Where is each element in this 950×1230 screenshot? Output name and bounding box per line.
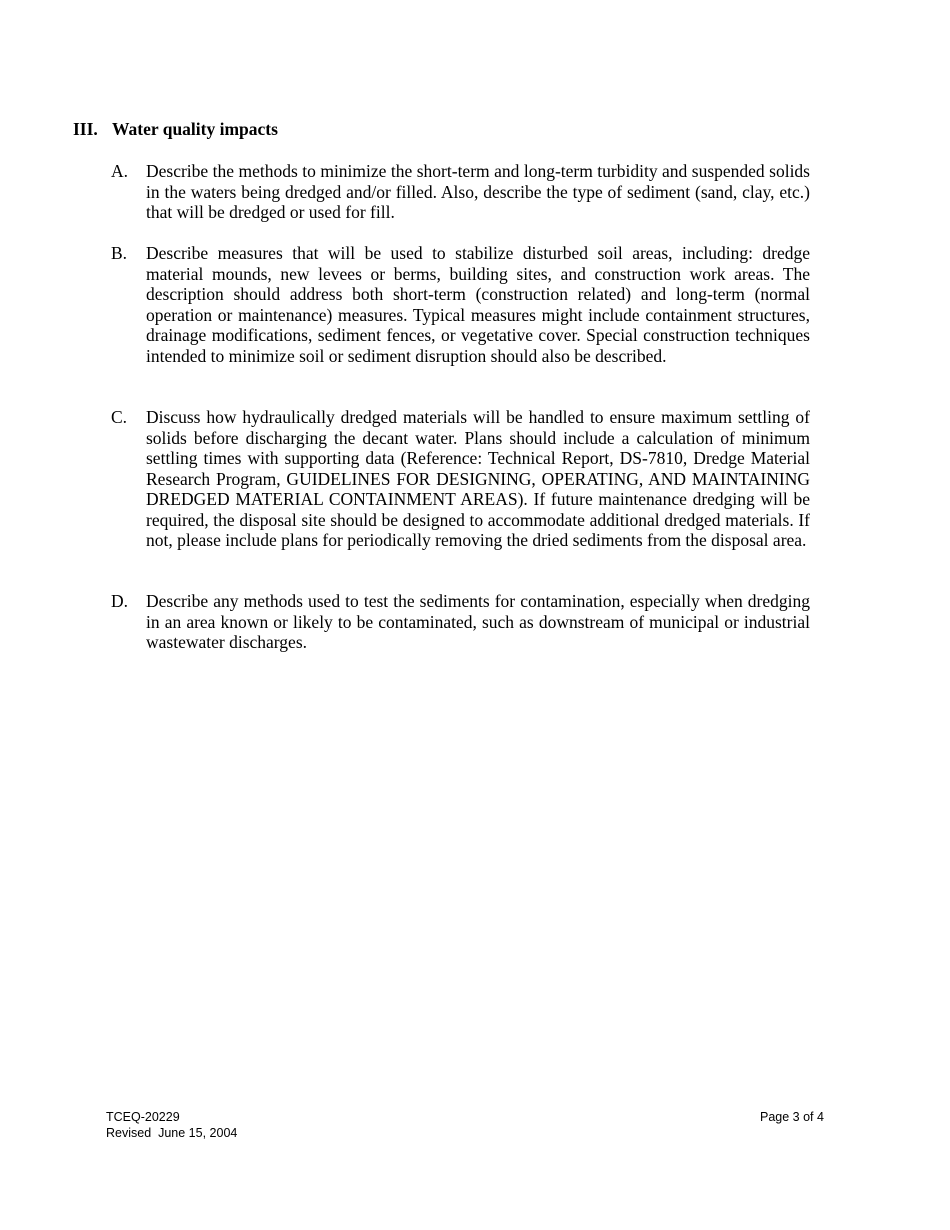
footer-form-info <box>106 1109 237 1141</box>
item-text: Discuss how hydraulically dredged materials will be handled to ensure maximum settling of solids before discharging the decant water. Plans should include a calculation of minimum settling times with supporting data (Reference: Technical Report, DS-7810, Dredge Material Research Program, GUIDELINES FOR DESIGNING, OPERATING, AND MAINTAINING DREDGED MATERIAL CONTAINMENT AREAS). If future maintenance dredging will be required, the disposal site should be designed to accommodate additional dredged materials. If not, please include plans for periodically removing the dried sediments from the disposal area. <box>146 407 810 550</box>
item-text: Describe measures that will be used to stabilize disturbed soil areas, including: dredge material mounds, new levees or berms, building sites, and construction work areas. The description should address both short-term (construction related) and long-term (normal operation or maintenance) measures. Typical measures might include containment structures, drainage modifications, sediment fences, or vegetative cover. Special construction techniques intended to minimize soil or sediment disruption should also be described. <box>146 243 810 366</box>
list-item-d <box>111 591 810 653</box>
item-letter: C. <box>111 407 128 427</box>
section-heading <box>73 119 278 140</box>
section-title: Water quality impacts <box>112 119 278 139</box>
item-letter: D. <box>111 591 129 611</box>
item-letter: B. <box>111 243 128 263</box>
list-item-c <box>111 407 810 551</box>
form-number: TCEQ-20229 <box>106 1110 180 1124</box>
list-item-a <box>111 161 810 223</box>
revised-date: Revised June 15, 2004 <box>106 1126 238 1140</box>
item-text: Describe any methods used to test the sediments for contamination, especially when dredging in an area known or likely to be contaminated, such as downstream of municipal or industrial wastewater discharges. <box>146 591 810 652</box>
page-number: Page 3 of 4 <box>760 1110 824 1124</box>
section-number: III. <box>73 119 98 139</box>
item-text: Describe the methods to minimize the short-term and long-term turbidity and suspended solids in the waters being dredged and/or filled. Also, describe the type of sediment (sand, clay, etc.) that will be dredged or used for fill. <box>146 161 810 222</box>
list-item-b <box>111 243 810 366</box>
item-letter: A. <box>111 161 129 181</box>
